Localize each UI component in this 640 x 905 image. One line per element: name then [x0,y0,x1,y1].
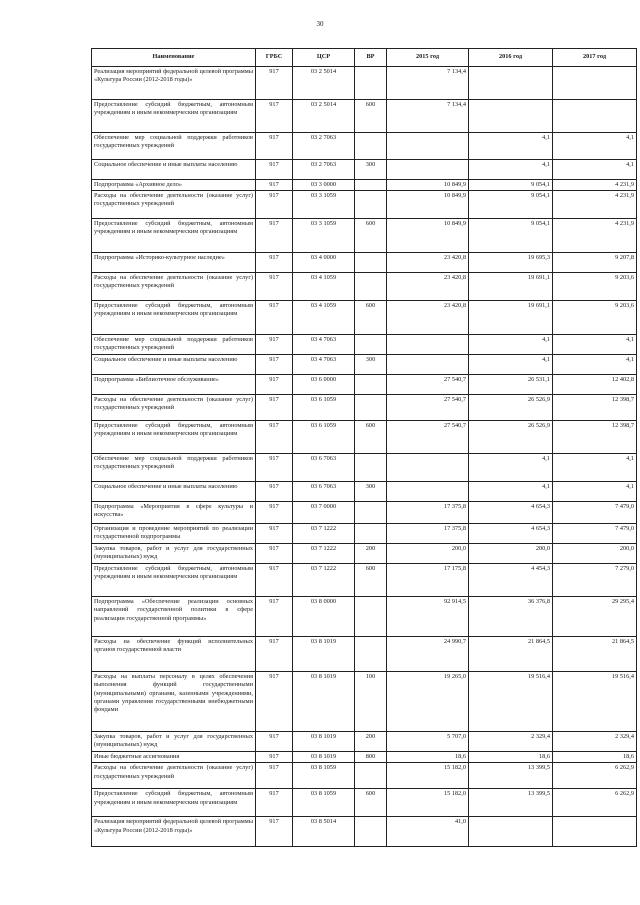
table-cell-2016: 26 526,9 [469,395,553,421]
table-cell-grbs: 917 [256,355,293,375]
table-cell-csr: 03 6 1059 [293,421,355,454]
table-cell-2016: 19 516,4 [469,672,553,732]
table-cell-grbs: 917 [256,133,293,160]
table-cell-2015 [387,133,469,160]
table-cell-grbs: 917 [256,253,293,273]
table-cell-2015: 41,0 [387,817,469,847]
table-row [92,133,637,160]
table-cell-vr: 600 [355,564,387,597]
table-cell-2017: 7 479,0 [553,502,637,524]
table-cell-csr: 03 8 5014 [293,817,355,847]
table-cell-2016: 4,1 [469,160,553,180]
table-cell-2017: 200,0 [553,544,637,564]
header-name: Наименование [92,49,256,67]
table-cell-2016: 26 526,9 [469,421,553,454]
table-cell-csr: 03 8 1059 [293,763,355,789]
table-cell-name: Расходы на выплаты персоналу в целях обеспечения выполнения функций государственными (муниципальными) органами, казенными учреждениями, органами управления государственными внебюджетными фондами [92,672,256,732]
table-cell-name: Предоставление субсидий бюджетным, автономным учреждениям и иным некоммерческим организациям [92,100,256,133]
table-cell-csr: 03 4 7063 [293,335,355,355]
table-cell-2015: 17 375,8 [387,502,469,524]
table-cell-2017: 4,1 [553,335,637,355]
table-row [92,454,637,482]
table-cell-2015: 27 540,7 [387,395,469,421]
table-cell-grbs: 917 [256,637,293,672]
table-cell-name: Социальное обеспечение и иные выплаты населению [92,355,256,375]
table-cell-csr: 03 8 1019 [293,637,355,672]
table-cell-grbs: 917 [256,597,293,637]
table-row [92,67,637,100]
table-cell-2017: 4,1 [553,482,637,502]
table-cell-2015: 15 182,0 [387,789,469,817]
table-cell-grbs: 917 [256,544,293,564]
table-cell-vr [355,454,387,482]
table-cell-2017: 9 207,8 [553,253,637,273]
table-cell-grbs: 917 [256,375,293,395]
table-cell-2017: 9 203,6 [553,301,637,335]
table-cell-name: Расходы на обеспечение деятельности (оказание услуг) государственных учреждений [92,395,256,421]
table-cell-name: Социальное обеспечение и иные выплаты населению [92,482,256,502]
table-cell-2015: 27 540,7 [387,375,469,395]
table-cell-name: Социальное обеспечение и иные выплаты населению [92,160,256,180]
table-cell-vr [355,597,387,637]
table-cell-vr [355,335,387,355]
table-cell-name: Подпрограмма «Обеспечение реализации основных направлений государственной политики в сфере реализации государственной программы» [92,597,256,637]
table-cell-2016: 26 531,1 [469,375,553,395]
table-cell-grbs: 917 [256,160,293,180]
table-cell-2017 [553,67,637,100]
table-cell-2016 [469,67,553,100]
table-cell-csr: 03 7 0000 [293,502,355,524]
table-cell-csr: 03 7 1222 [293,544,355,564]
table-cell-2015: 17 375,8 [387,524,469,544]
table-cell-2016 [469,100,553,133]
table-cell-grbs: 917 [256,335,293,355]
table-cell-2016: 13 399,5 [469,763,553,789]
table-cell-csr: 03 8 1019 [293,672,355,732]
table-cell-name: Подпрограмма «Историко-культурное наследие» [92,253,256,273]
table-cell-name: Подпрограмма «Мероприятия в сфере культуры и искусства» [92,502,256,524]
table-cell-grbs: 917 [256,732,293,752]
table-cell-2016: 4 454,3 [469,564,553,597]
table-cell-vr: 300 [355,482,387,502]
table-cell-name: Предоставление субсидий бюджетным, автономным учреждениям и иным некоммерческим организациям [92,219,256,253]
table-cell-vr: 600 [355,219,387,253]
table-cell-2017 [553,817,637,847]
table-cell-vr [355,502,387,524]
table-cell-2017: 9 203,6 [553,273,637,301]
table-cell-2017: 19 516,4 [553,672,637,732]
table-cell-2016: 18,6 [469,752,553,763]
table-cell-grbs: 917 [256,67,293,100]
table-cell-2016 [469,817,553,847]
table-cell-csr: 03 2 5014 [293,100,355,133]
table-cell-2015: 7 134,4 [387,100,469,133]
header-vr: ВР [355,49,387,67]
header-grbs: ГРБС [256,49,293,67]
table-row [92,421,637,454]
table-cell-csr: 03 6 0000 [293,375,355,395]
table-cell-name: Расходы на обеспечение деятельности (оказание услуг) государственных учреждений [92,763,256,789]
table-cell-name: Закупка товаров, работ и услуг для государственных (муниципальных) нужд [92,544,256,564]
table-cell-2017: 4,1 [553,133,637,160]
table-cell-grbs: 917 [256,817,293,847]
table-cell-grbs: 917 [256,191,293,219]
table-cell-2015: 5 707,0 [387,732,469,752]
table-cell-vr [355,375,387,395]
table-row [92,375,637,395]
table-cell-vr: 300 [355,160,387,180]
table-cell-2015 [387,355,469,375]
table-cell-name: Подпрограмма «Библиотечное обслуживание» [92,375,256,395]
table-cell-name: Закупка товаров, работ и услуг для государственных (муниципальных) нужд [92,732,256,752]
table-cell-2017: 2 329,4 [553,732,637,752]
table-cell-2017: 12 398,7 [553,421,637,454]
table-cell-2016: 200,0 [469,544,553,564]
table-cell-vr: 600 [355,789,387,817]
table-row [92,597,637,637]
table-cell-grbs: 917 [256,395,293,421]
table-cell-grbs: 917 [256,180,293,191]
table-row [92,763,637,789]
table-cell-vr: 800 [355,752,387,763]
header-csr: ЦСР [293,49,355,67]
table-cell-2016: 19 691,1 [469,301,553,335]
table-cell-2017: 7 479,0 [553,524,637,544]
table-cell-2016: 21 864,5 [469,637,553,672]
table-cell-2017: 12 402,8 [553,375,637,395]
table-cell-name: Расходы на обеспечение функций исполнительных органов государственной власти [92,637,256,672]
table-cell-vr: 200 [355,544,387,564]
table-cell-grbs: 917 [256,301,293,335]
table-cell-2016: 4,1 [469,454,553,482]
table-cell-2015 [387,482,469,502]
table-row [92,355,637,375]
table-cell-grbs: 917 [256,273,293,301]
table-cell-2015: 27 540,7 [387,421,469,454]
table-cell-name: Подпрограмма «Архивное дело» [92,180,256,191]
table-row [92,219,637,253]
table-cell-2015: 19 265,0 [387,672,469,732]
table-row [92,335,637,355]
page-number: 30 [316,20,324,28]
table-cell-2016: 19 695,3 [469,253,553,273]
table-cell-2015: 23 420,8 [387,253,469,273]
table-cell-2015: 200,0 [387,544,469,564]
table-cell-name: Предоставление субсидий бюджетным, автономным учреждениям и иным некоммерческим организациям [92,301,256,335]
table-cell-grbs: 917 [256,564,293,597]
table-cell-2017: 6 262,9 [553,789,637,817]
table-cell-csr: 03 7 1222 [293,524,355,544]
table-cell-2015: 24 990,7 [387,637,469,672]
table-row [92,524,637,544]
table-cell-grbs: 917 [256,672,293,732]
table-cell-2015: 7 134,4 [387,67,469,100]
table-cell-vr [355,191,387,219]
table-cell-2017: 4 231,9 [553,180,637,191]
table-row [92,301,637,335]
header-2016: 2016 год [469,49,553,67]
table-row [92,273,637,301]
table-cell-vr [355,67,387,100]
table-row [92,191,637,219]
table-row [92,752,637,763]
table-cell-vr: 300 [355,355,387,375]
table-cell-grbs: 917 [256,752,293,763]
table-cell-grbs: 917 [256,763,293,789]
table-cell-2015: 10 849,9 [387,191,469,219]
table-cell-csr: 03 8 1019 [293,752,355,763]
table-cell-2017: 4,1 [553,160,637,180]
table-cell-vr [355,253,387,273]
table-cell-name: Обеспечение мер социальной поддержки работников государственных учреждений [92,454,256,482]
table-row [92,789,637,817]
table-cell-2016: 4,1 [469,335,553,355]
table-cell-csr: 03 6 1059 [293,395,355,421]
table-cell-2016: 4,1 [469,482,553,502]
table-cell-2017: 12 398,7 [553,395,637,421]
table-row [92,253,637,273]
table-cell-csr: 03 4 1059 [293,273,355,301]
header-2015: 2015 год [387,49,469,67]
table-cell-grbs: 917 [256,454,293,482]
table-cell-2016: 36 376,8 [469,597,553,637]
table-cell-2015: 23 420,8 [387,301,469,335]
table-cell-csr: 03 8 1059 [293,789,355,817]
table-cell-vr [355,395,387,421]
table-cell-csr: 03 4 7063 [293,355,355,375]
table-cell-2015: 92 914,5 [387,597,469,637]
table-cell-csr: 03 4 0000 [293,253,355,273]
table-row [92,482,637,502]
table-cell-vr: 100 [355,672,387,732]
table-cell-2016: 9 054,1 [469,191,553,219]
table-cell-csr: 03 3 1059 [293,219,355,253]
table-cell-csr: 03 3 0000 [293,180,355,191]
table-cell-2017: 4,1 [553,355,637,375]
table-cell-name: Обеспечение мер социальной поддержки работников государственных учреждений [92,335,256,355]
table-cell-csr: 03 2 7063 [293,133,355,160]
table-row [92,502,637,524]
table-cell-vr [355,133,387,160]
table-cell-vr: 600 [355,100,387,133]
table-cell-2017: 18,6 [553,752,637,763]
table-cell-2016: 19 691,1 [469,273,553,301]
table-cell-2015 [387,335,469,355]
table-cell-name: Организация и проведение мероприятий по реализации государственной подпрограммы [92,524,256,544]
table-cell-name: Предоставление субсидий бюджетным, автономным учреждениям и иным некоммерческим организациям [92,564,256,597]
table-cell-vr [355,817,387,847]
table-cell-grbs: 917 [256,100,293,133]
table-row [92,637,637,672]
table-cell-csr: 03 6 7063 [293,482,355,502]
table-cell-vr: 600 [355,421,387,454]
table-row [92,672,637,732]
table-cell-vr: 600 [355,301,387,335]
table-header-row [92,49,637,67]
table-cell-2015: 18,6 [387,752,469,763]
table-cell-2016: 4,1 [469,355,553,375]
table-cell-csr: 03 8 1019 [293,732,355,752]
table-cell-2017: 6 262,9 [553,763,637,789]
table-cell-2016: 4 654,3 [469,524,553,544]
table-cell-name: Реализация мероприятий федеральной целевой программы «Культура России (2012-2018 годы)» [92,67,256,100]
table-cell-2017: 29 295,4 [553,597,637,637]
table-cell-name: Предоставление субсидий бюджетным, автономным учреждениям и иным некоммерческим организациям [92,789,256,817]
table-cell-name: Расходы на обеспечение деятельности (оказание услуг) государственных учреждений [92,191,256,219]
table-cell-csr: 03 4 1059 [293,301,355,335]
table-cell-2016: 9 054,1 [469,180,553,191]
table-cell-2016: 2 329,4 [469,732,553,752]
budget-table [91,48,637,847]
table-cell-2017: 21 864,5 [553,637,637,672]
table-cell-2016: 4 654,3 [469,502,553,524]
table-cell-csr: 03 2 5014 [293,67,355,100]
table-cell-vr [355,763,387,789]
table-cell-csr: 03 3 1059 [293,191,355,219]
table-cell-grbs: 917 [256,421,293,454]
table-cell-vr [355,273,387,301]
table-row [92,100,637,133]
table-cell-vr: 200 [355,732,387,752]
table-cell-2015: 10 849,9 [387,219,469,253]
table-cell-2015: 10 849,9 [387,180,469,191]
table-cell-2017 [553,100,637,133]
table-cell-name: Иные бюджетные ассигнования [92,752,256,763]
table-cell-grbs: 917 [256,219,293,253]
table-cell-csr: 03 7 1222 [293,564,355,597]
table-cell-grbs: 917 [256,789,293,817]
table-row [92,564,637,597]
table-row [92,732,637,752]
table-cell-2016: 13 399,5 [469,789,553,817]
table-row [92,395,637,421]
table-row [92,817,637,847]
table-cell-2015 [387,160,469,180]
table-cell-name: Обеспечение мер социальной поддержки работников государственных учреждений [92,133,256,160]
table-cell-2017: 7 279,0 [553,564,637,597]
table-cell-grbs: 917 [256,524,293,544]
table-cell-2015: 17 175,8 [387,564,469,597]
table-cell-csr: 03 6 7063 [293,454,355,482]
table-cell-csr: 03 2 7063 [293,160,355,180]
table-row [92,544,637,564]
table-cell-name: Предоставление субсидий бюджетным, автономным учреждениям и иным некоммерческим организациям [92,421,256,454]
table-cell-name: Расходы на обеспечение деятельности (оказание услуг) государственных учреждений [92,273,256,301]
table-cell-csr: 03 8 0000 [293,597,355,637]
table-row [92,160,637,180]
table-cell-2015: 23 420,8 [387,273,469,301]
table-cell-2015 [387,454,469,482]
table-cell-grbs: 917 [256,482,293,502]
table-row [92,180,637,191]
table-cell-2017: 4 231,9 [553,219,637,253]
table-cell-vr [355,637,387,672]
table-cell-2015: 15 182,0 [387,763,469,789]
table-cell-grbs: 917 [256,502,293,524]
table-cell-2016: 4,1 [469,133,553,160]
table-cell-vr [355,180,387,191]
table-cell-vr [355,524,387,544]
table-cell-name: Реализация мероприятий федеральной целевой программы «Культура России (2012-2018 годы)» [92,817,256,847]
table-cell-2016: 9 054,1 [469,219,553,253]
table-cell-2017: 4,1 [553,454,637,482]
header-2017: 2017 год [553,49,637,67]
table-cell-2017: 4 231,9 [553,191,637,219]
